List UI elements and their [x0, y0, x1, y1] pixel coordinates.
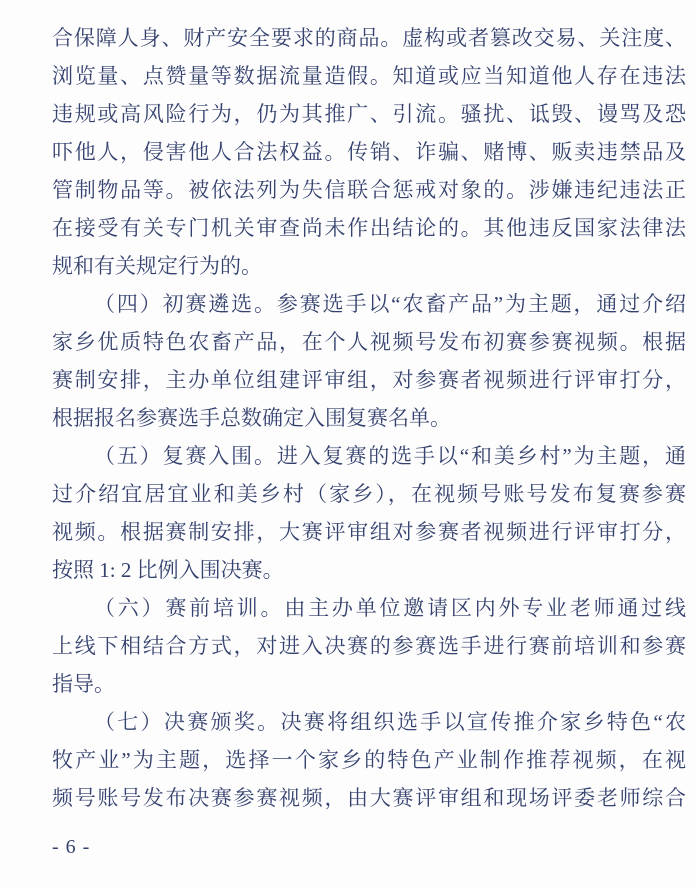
document-body [52, 19, 686, 817]
paragraph-item-6 [52, 589, 686, 703]
text-line: 指导。 [52, 672, 115, 696]
text-line: （四）初赛遴选。参赛选手以“农畜产品”为主题，通过介绍 [94, 292, 686, 316]
text-line: 家乡优质特色农畜产品，在个人视频号发布初赛参赛视频。根据 [52, 330, 686, 354]
text-line: 浏览量、点赞量等数据流量造假。知道或应当知道他人存在违法 [52, 64, 686, 88]
text-line: 频号账号发布决赛参赛视频，由大赛评审组和现场评委老师综合 [52, 786, 686, 810]
text-line: （五）复赛入围。进入复赛的选手以“和美乡村”为主题，通 [94, 444, 686, 468]
text-line: 在接受有关专门机关审查尚未作出结论的。其他违反国家法律法 [52, 216, 686, 240]
text-line: 合保障人身、财产安全要求的商品。虚构或者篡改交易、关注度、 [52, 26, 686, 50]
paragraph-item-5 [52, 437, 686, 589]
text-line: 规和有关规定行为的。 [52, 254, 262, 278]
text-line: 吓他人，侵害他人合法权益。传销、诈骗、赌博、贩卖违禁品及 [52, 140, 686, 164]
text-line: 赛制安排，主办单位组建评审组，对参赛者视频进行评审打分， [52, 368, 686, 392]
text-line: 按照 1: 2 比例入围决赛。 [52, 558, 284, 582]
text-line: 过介绍宜居宜业和美乡村（家乡），在视频号账号发布复赛参赛 [52, 482, 686, 506]
paragraph-continuation [52, 19, 686, 285]
text-line: （七）决赛颁奖。决赛将组织选手以宣传推介家乡特色“农 [94, 710, 686, 734]
text-line: 根据报名参赛选手总数确定入围复赛名单。 [52, 406, 451, 430]
paragraph-item-7 [52, 703, 686, 817]
text-line: 上线下相结合方式，对进入决赛的参赛选手进行赛前培训和参赛 [52, 634, 686, 658]
text-line: 管制物品等。被依法列为失信联合惩戒对象的。涉嫌违纪违法正 [52, 178, 686, 202]
text-line: （六）赛前培训。由主办单位邀请区内外专业老师通过线 [94, 596, 686, 620]
text-line: 违规或高风险行为，仍为其推广、引流。骚扰、诋毁、谩骂及恐 [52, 102, 686, 126]
paragraph-item-4 [52, 285, 686, 437]
text-line: 视频。根据赛制安排，大赛评审组对参赛者视频进行评审打分， [52, 520, 686, 544]
text-line: 牧产业”为主题，选择一个家乡的特色产业制作推荐视频，在视 [52, 748, 686, 772]
page-number: - 6 - [52, 836, 91, 858]
